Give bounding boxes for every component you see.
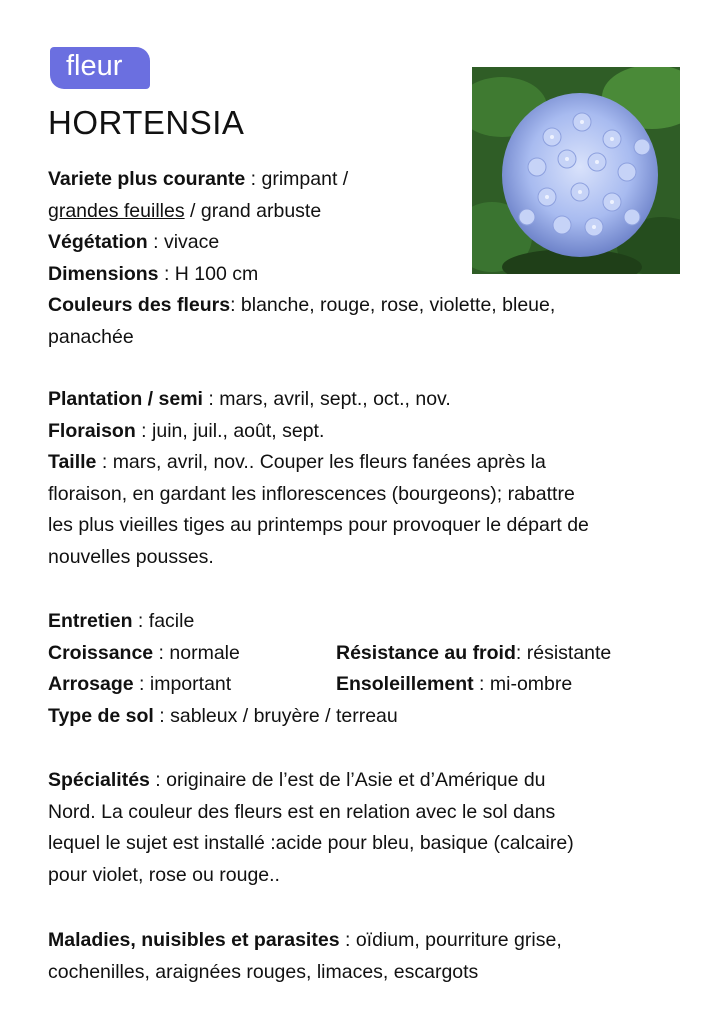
- specialites-line-4: pour violet, rose ou rouge..: [48, 863, 280, 886]
- taille-value: mars, avril, nov.. Couper les fleurs fanées après la: [112, 451, 546, 473]
- variete-line-2: [48, 196, 555, 228]
- taille-line-4: nouvelles pousses.: [48, 545, 214, 568]
- vegetation-label: Végétation: [48, 231, 148, 253]
- floraison-label: Floraison: [48, 419, 136, 442]
- ensoleillement-value: mi-ombre: [489, 673, 573, 695]
- taille-line-2: floraison, en gardant les inflorescences (bourgeons); rabattre: [48, 482, 575, 505]
- ensoleillement-label: Ensoleillement: [336, 673, 474, 695]
- plantation-sep: :: [202, 388, 220, 410]
- croissance-resistance-line: [48, 638, 688, 670]
- maladies-value: oïdium, pourriture grise,: [355, 929, 562, 951]
- ensoleillement-field: [336, 669, 572, 701]
- resistance-sep: :: [515, 641, 527, 664]
- variete-sep: :: [245, 168, 262, 190]
- taille-label: Taille: [48, 451, 97, 473]
- sol-label: Type de sol: [48, 704, 154, 727]
- arrosage-sep: :: [133, 673, 150, 695]
- variete-line-1: [48, 164, 555, 196]
- entretien-sep: :: [132, 610, 149, 632]
- variete-underlined: grandes feuilles: [48, 199, 185, 222]
- arrosage-label: Arrosage: [48, 673, 134, 695]
- maladies-line-2: cochenilles, araignées rouges, limaces, escargots: [48, 960, 479, 983]
- specialites-sep: :: [149, 769, 167, 791]
- sol-value: sableux / bruyère / terreau: [170, 704, 398, 727]
- dimensions-sep: :: [158, 262, 175, 285]
- entretien-value: facile: [148, 610, 195, 632]
- couleurs-line-1: [48, 290, 555, 322]
- floraison-sep: :: [135, 419, 153, 442]
- specialites-section: [48, 765, 574, 891]
- arrosage-value: important: [149, 673, 232, 695]
- planting-section: [48, 384, 589, 573]
- sol-line: [48, 701, 688, 733]
- category-badge-label: fleur: [66, 50, 123, 82]
- couleurs-sep: :: [230, 294, 241, 316]
- specialites-label: Spécialités: [48, 769, 150, 791]
- arrosage-ensoleillement-line: [48, 669, 688, 701]
- taille-sep: :: [96, 451, 113, 473]
- vegetation-sep: :: [147, 231, 164, 253]
- specialites-line-2: Nord. La couleur des fleurs est en relation avec le sol dans: [48, 800, 556, 823]
- couleurs-value: blanche, rouge, rose, violette, bleue,: [240, 294, 556, 316]
- page-title: HORTENSIA: [48, 104, 245, 141]
- couleurs-line-2: panachée: [48, 325, 134, 348]
- dimensions-line: [48, 259, 555, 291]
- vegetation-line: [48, 227, 555, 259]
- specialites-line-3: lequel le sujet est installé :acide pour bleu, basique (calcaire): [48, 832, 574, 854]
- croissance-sep: :: [153, 641, 170, 664]
- resistance-field: [336, 638, 611, 670]
- entretien-line: [48, 606, 688, 638]
- maladies-sep: :: [339, 929, 356, 951]
- variete-value-rest: / grand arbuste: [184, 199, 322, 222]
- couleurs-label: Couleurs des fleurs: [48, 294, 231, 316]
- vegetation-value: vivace: [163, 231, 220, 253]
- general-section: [48, 164, 555, 353]
- specialites-value: originaire de l’est de l’Asie et d’Amérique du: [166, 769, 546, 791]
- ensoleillement-sep: :: [473, 673, 490, 695]
- taille-line-3: les plus vieilles tiges au printemps pour provoquer le départ de: [48, 514, 589, 536]
- dimensions-label: Dimensions: [48, 262, 159, 285]
- resistance-label: Résistance au froid: [336, 641, 516, 664]
- dimensions-value: H 100 cm: [174, 262, 259, 285]
- taille-line-1: [48, 447, 589, 479]
- croissance-label: Croissance: [48, 641, 154, 664]
- croissance-value: normale: [169, 641, 240, 664]
- plantation-value: mars, avril, sept., oct., nov.: [219, 388, 451, 410]
- plantation-label: Plantation / semi: [48, 388, 203, 410]
- variete-value: grimpant /: [261, 168, 349, 190]
- maladies-line-1: [48, 925, 562, 957]
- floraison-line: [48, 416, 589, 448]
- sol-sep: :: [153, 704, 171, 727]
- maladies-section: [48, 925, 562, 988]
- entretien-label: Entretien: [48, 610, 133, 632]
- variete-label: Variete plus courante: [48, 168, 246, 190]
- care-section: [48, 606, 688, 732]
- category-badge: [50, 47, 150, 89]
- specialites-line-1: [48, 765, 574, 797]
- plantation-line: [48, 384, 589, 416]
- resistance-value: résistante: [526, 641, 612, 664]
- floraison-value: juin, juil., août, sept.: [152, 419, 325, 442]
- maladies-label: Maladies, nuisibles et parasites: [48, 929, 340, 951]
